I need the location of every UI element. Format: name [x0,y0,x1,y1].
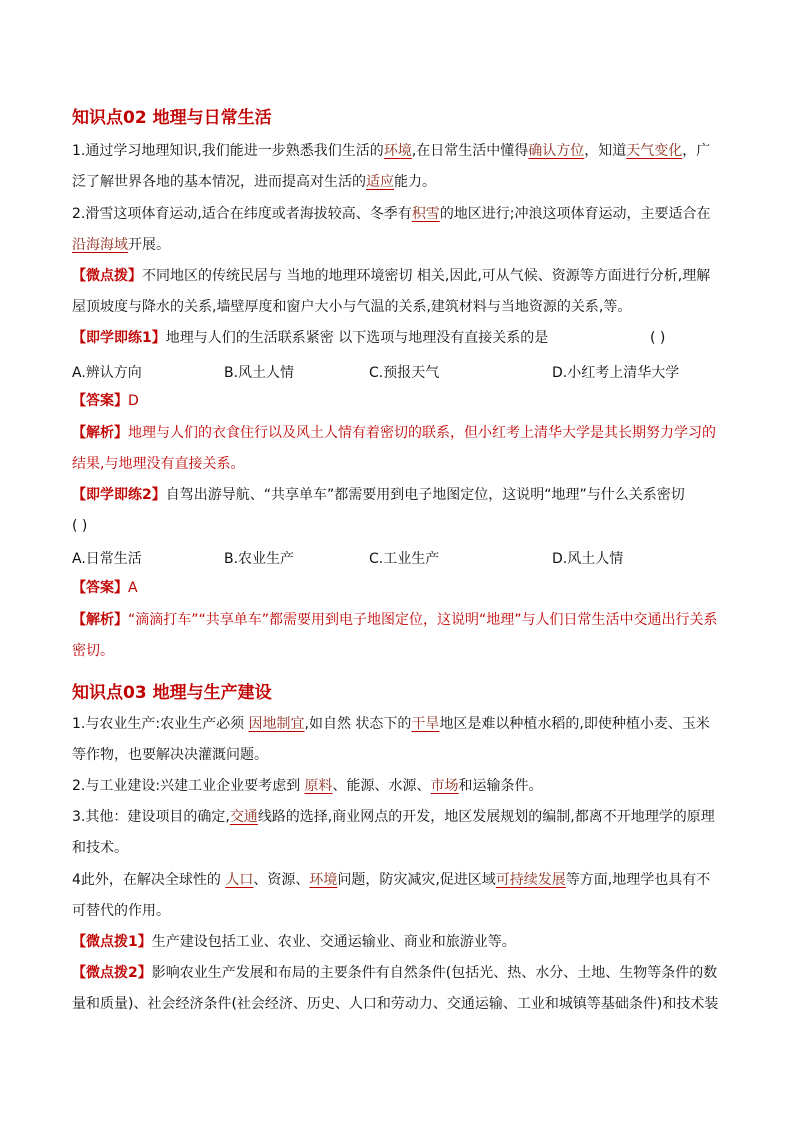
keyword-drought: 干旱 [411,716,440,732]
text: ,在日常生活中懂得 [411,143,529,159]
question-tag: 【即学即练2】 [72,487,166,503]
paragraph-3 [72,709,722,771]
text: 1.与农业生产:农业生产必须 [72,716,249,732]
option-c: C.预报天气 [369,365,440,381]
text: 、能源、水源、 [332,778,431,794]
answer-value: D [128,393,139,409]
answer-tag: 【答案】 [72,580,128,596]
tip-text: 不同地区的传统民居与 当地的地理环境密切 相关,因此,可从气候、资源等方面进行分析,理解屋顶坡度与降水的关系,墙壁厚度和窗户大小与气温的关系,建筑材料与当地资源的关系,等。 [72,268,711,315]
text: 3.其他：建设项目的确定, [72,809,230,825]
text: ,如自然 状态下的 [304,716,412,732]
keyword-adapt: 适应 [366,174,394,190]
analysis-1 [72,418,722,480]
keyword-traffic: 交通 [229,809,258,825]
option-d: D.风土人情 [552,551,624,567]
analysis-text: 地理与人们的衣食住行以及风土人情有着密切的联系，但小红考上清华大学是其长期努力学习的结果,与地理没有直接关系。 [72,425,716,472]
text: ，知道 [584,143,627,159]
tip-2 [72,958,722,1020]
text: 2.滑雪这项体育运动,适合在纬度或者海拔较高、冬季有 [72,206,412,222]
tip-text: 影响农业生产发展和布局的主要条件有自然条件(包括光、热、水分、土地、生物等条件的数量和质量)、社会经济条件(社会经济、历史、人口和劳动力、交通运输、工业和城镇等基础条件)和技术装 [72,965,719,1012]
tip-1 [72,927,722,958]
paragraph-1 [72,136,722,198]
analysis-2 [72,605,722,667]
tip-tag: 【微点拨1】 [72,934,152,950]
question-tag: 【即学即练1】 [72,330,166,346]
answer-bracket: ( ) [650,330,666,346]
keyword-weather: 天气变化 [626,143,683,159]
section-heading-03: 知识点03 地理与生产建设 [72,683,272,703]
analysis-tag: 【解析】 [72,612,128,628]
keyword-population: 人口 [225,872,254,888]
question-text: 地理与人们的生活联系紧密 以下选项与地理没有直接关系的是 [165,330,549,346]
option-c: C.工业生产 [369,551,440,567]
tip-tag: 【微点拨2】 [72,965,152,981]
option-d: D.小红考上清华大学 [552,365,680,381]
answer-bracket: ( ) [72,518,88,534]
tip-text: 生产建设包括工业、农业、交通运输业、商业和旅游业等。 [151,934,516,950]
text: 、资源、 [253,872,310,888]
text: 问题，防灾减灾,促进区域 [337,872,496,888]
option-b: B.农业生产 [224,551,295,567]
text: 等方面,地理学也具有不可替代的作用。 [72,872,711,919]
keyword-environment: 环境 [309,872,338,888]
answer-1 [72,386,722,417]
answer-tag: 【答案】 [72,393,128,409]
keyword-market: 市场 [430,778,459,794]
paragraph-2 [72,199,722,261]
tip-paragraph [72,261,722,323]
text: 开展。 [128,237,170,253]
paragraph-6 [72,865,722,927]
keyword-direction: 确认方位 [528,143,585,159]
text: 4此外，在解决全球性的 [72,872,226,888]
keyword-environment: 环境 [383,143,412,159]
option-a: A.日常生活 [72,551,142,567]
paragraph-4 [72,771,722,802]
text: 1.通过学习地理知识,我们能进一步熟悉我们生活的 [72,143,384,159]
tip-tag: 【微点拨】 [72,268,142,284]
text: 2.与工业建设:兴建工业企业要考虑到 [72,778,305,794]
option-b: B.风土人情 [224,365,295,381]
text: 和运输条件。 [458,778,543,794]
keyword-coastal: 沿海海域 [72,237,128,253]
text: 线路的选择,商业网点的开发，地区发展规划的编制,都离不开地理学的原理和技术。 [72,809,715,856]
question-1-options [72,362,722,382]
analysis-tag: 【解析】 [72,425,128,441]
analysis-text: “滴滴打车”“共享单车”都需要用到电子地图定位，这说明“地理”与人们日常生活中交通出行关系密切。 [72,612,718,659]
answer-value: A [128,580,138,596]
keyword-snow: 积雪 [411,206,440,222]
question-text: 自驾出游导航、“共享单车”都需要用到电子地图定位，这说明“地理”与什么关系密切 [165,487,685,503]
keyword-sustainable: 可持续发展 [495,872,566,888]
option-a: A.辨认方向 [72,365,142,381]
section-heading-02: 知识点02 地理与日常生活 [72,108,272,128]
question-2-options [72,548,722,568]
keyword-raw-material: 原料 [304,778,333,794]
text: 能力。 [394,174,436,190]
keyword-local-conditions: 因地制宜 [248,716,305,732]
answer-2 [72,573,722,604]
text: 地区是难以种植水稻的,即使种植小麦、玉米等作物，也要解决决灌溉问题。 [72,716,710,763]
text: ，广泛了解世界各地的基本情况，进而提高对生活的 [72,143,711,190]
paragraph-5 [72,802,722,864]
question-1 [72,323,722,354]
question-2 [72,480,722,542]
text: 的地区进行;冲浪这项体育运动，主要适合在 [439,206,711,222]
